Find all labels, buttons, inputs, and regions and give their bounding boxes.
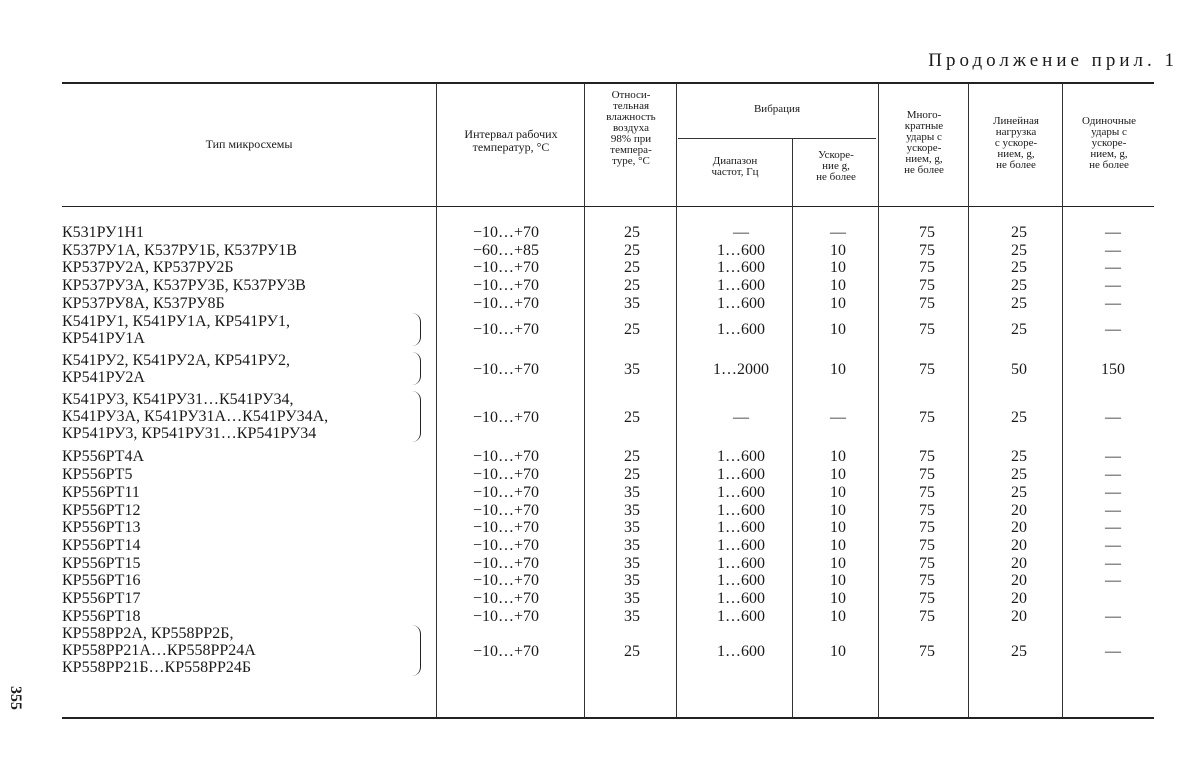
temperature-cell: −10…+70: [472, 294, 540, 312]
linear-load-cell: 25: [1011, 241, 1027, 259]
chip-type-cell: [62, 224, 144, 241]
temperature-cell: −10…+70: [472, 536, 540, 554]
single-shocks-cell: —: [1105, 224, 1121, 241]
acceleration-cell: 10: [830, 643, 846, 661]
frequency-cell: —: [733, 408, 749, 426]
header-chip-type: Тип микросхемы: [205, 137, 293, 151]
chip-type-line: К541РУ3А, К541РУ31А…К541РУ34А,: [62, 408, 329, 426]
temperature-cell: −10…+70: [472, 572, 540, 590]
chip-type-line: К541РУ2, К541РУ2А, КР541РУ2,: [62, 351, 290, 369]
acceleration-cell: 10: [830, 607, 846, 625]
acceleration-cell: 10: [830, 501, 846, 519]
humidity-cell: 35: [624, 554, 640, 572]
chip-type-line: К537РУ1А, К537РУ1Б, К537РУ1В: [62, 241, 297, 259]
linear-load-cell: 20: [1011, 590, 1027, 607]
header-multiple-shocks: Много- кратные удары с ускоре- нием, g, не более: [904, 109, 944, 176]
chip-type-cell: [62, 519, 140, 536]
temperature-cell: −10…+70: [472, 590, 540, 607]
frequency-cell: 1…600: [717, 536, 765, 554]
chip-type-cell: [62, 352, 290, 386]
single-shocks-cell: —: [1105, 643, 1121, 661]
single-shocks-cell: 150: [1101, 360, 1125, 378]
frequency-cell: 1…600: [717, 519, 765, 537]
table-row: [62, 277, 1154, 295]
humidity-cell: 35: [624, 294, 640, 312]
temperature-cell: −10…+70: [472, 448, 540, 466]
single-shocks-cell: —: [1105, 259, 1121, 277]
chip-type-line: КР556РТ11: [62, 483, 140, 501]
table-row: [62, 242, 1154, 260]
multiple-shocks-cell: 75: [919, 224, 935, 241]
linear-load-cell: 20: [1011, 554, 1027, 572]
chip-type-cell: [62, 625, 256, 676]
linear-load-cell: 25: [1011, 408, 1027, 426]
multiple-shocks-cell: 75: [919, 483, 935, 501]
frequency-cell: 1…600: [717, 321, 765, 339]
grouping-brace: [412, 313, 421, 346]
humidity-cell: 25: [624, 448, 640, 466]
single-shocks-cell: —: [1105, 294, 1121, 312]
humidity-cell: 25: [624, 321, 640, 339]
single-shocks-cell: —: [1105, 607, 1121, 625]
multiple-shocks-cell: 75: [919, 277, 935, 295]
multiple-shocks-cell: 75: [919, 554, 935, 572]
chip-type-line: КР558РР21Б…КР558РР24Б: [62, 659, 252, 677]
chip-type-cell: [62, 242, 297, 259]
acceleration-cell: 10: [830, 241, 846, 259]
frequency-cell: 1…600: [717, 590, 765, 607]
header-linear-load: Линейная нагрузка с ускоре- нием, g, не более: [993, 115, 1039, 171]
linear-load-cell: 25: [1011, 466, 1027, 484]
single-shocks-cell: —: [1105, 519, 1121, 537]
single-shocks-cell: —: [1105, 572, 1121, 590]
humidity-cell: 35: [624, 519, 640, 537]
linear-load-cell: 25: [1011, 448, 1027, 466]
linear-load-cell: 20: [1011, 572, 1027, 590]
chip-type-cell: [62, 484, 140, 501]
linear-load-cell: 20: [1011, 536, 1027, 554]
single-shocks-cell: —: [1105, 554, 1121, 572]
linear-load-cell: 25: [1011, 321, 1027, 339]
chip-type-line: КР556РТ5: [62, 466, 133, 484]
humidity-cell: 35: [624, 590, 640, 607]
multiple-shocks-cell: 75: [919, 501, 935, 519]
frequency-cell: 1…600: [717, 501, 765, 519]
chip-type-line: КР556РТ18: [62, 607, 141, 625]
chip-type-line: КР537РУ3А, К537РУ3Б, К537РУ3В: [62, 277, 306, 295]
acceleration-cell: 10: [830, 536, 846, 554]
table-row: [62, 259, 1154, 277]
acceleration-cell: 10: [830, 360, 846, 378]
table-row: [62, 466, 1154, 484]
table-row: [62, 555, 1154, 573]
acceleration-cell: 10: [830, 590, 846, 607]
frequency-cell: 1…600: [717, 277, 765, 295]
multiple-shocks-cell: 75: [919, 572, 935, 590]
chip-type-line: КР558РР21А…КР558РР24А: [62, 642, 256, 660]
humidity-cell: 25: [624, 224, 640, 241]
acceleration-cell: 10: [830, 321, 846, 339]
chip-type-cell: [62, 555, 140, 572]
acceleration-cell: 10: [830, 554, 846, 572]
chip-type-line: КР556РТ12: [62, 501, 141, 519]
chip-type-cell: [62, 448, 144, 465]
single-shocks-cell: —: [1105, 321, 1121, 339]
temperature-cell: −10…+70: [472, 643, 540, 661]
chip-type-line: КР556РТ13: [62, 519, 141, 537]
chip-type-line: КР556РТ15: [62, 554, 141, 572]
single-shocks-cell: —: [1105, 277, 1121, 295]
table-row: [62, 572, 1154, 590]
linear-load-cell: 20: [1011, 519, 1027, 537]
frequency-cell: 1…600: [717, 448, 765, 466]
table-row: [62, 448, 1154, 466]
table-row: [62, 590, 1154, 608]
chip-type-line: КР556РТ14: [62, 536, 141, 554]
table-row: [62, 608, 1154, 626]
header-humidity: Относи- тельная влажность воздуха 98% при темпера- туре, °С: [606, 89, 656, 167]
table-row: [62, 502, 1154, 520]
multiple-shocks-cell: 75: [919, 466, 935, 484]
header-freq-range: Диапазон частот, Гц: [711, 155, 759, 178]
temperature-cell: −10…+70: [472, 501, 540, 519]
frequency-cell: 1…600: [717, 572, 765, 590]
chip-type-cell: [62, 608, 140, 625]
single-shocks-cell: —: [1105, 483, 1121, 501]
table-row: [62, 313, 1154, 348]
humidity-cell: 35: [624, 360, 640, 378]
frequency-cell: 1…600: [717, 643, 765, 661]
multiple-shocks-cell: 75: [919, 321, 935, 339]
frequency-cell: 1…600: [717, 259, 765, 277]
frequency-cell: 1…600: [717, 554, 765, 572]
multiple-shocks-cell: 75: [919, 259, 935, 277]
humidity-cell: 25: [624, 408, 640, 426]
header-bottom-rule: [62, 206, 1154, 207]
table-row: [62, 295, 1154, 313]
single-shocks-cell: —: [1105, 536, 1121, 554]
humidity-cell: 35: [624, 483, 640, 501]
temperature-cell: −10…+70: [472, 519, 540, 537]
acceleration-cell: 10: [830, 448, 846, 466]
frequency-cell: —: [733, 224, 749, 241]
single-shocks-cell: —: [1105, 448, 1121, 466]
chip-type-line: КР556РТ17: [62, 590, 141, 607]
frequency-cell: 1…600: [717, 241, 765, 259]
table-row: [62, 391, 1154, 444]
acceleration-cell: —: [830, 408, 846, 426]
humidity-cell: 35: [624, 572, 640, 590]
linear-load-cell: 25: [1011, 643, 1027, 661]
single-shocks-cell: —: [1105, 408, 1121, 426]
single-shocks-cell: —: [1105, 241, 1121, 259]
table-row: [62, 625, 1154, 678]
multiple-shocks-cell: 75: [919, 607, 935, 625]
temperature-cell: −10…+70: [472, 483, 540, 501]
frequency-cell: 1…600: [717, 294, 765, 312]
table-row: [62, 537, 1154, 555]
chip-type-cell: [62, 295, 225, 312]
multiple-shocks-cell: 75: [919, 408, 935, 426]
multiple-shocks-cell: 75: [919, 448, 935, 466]
table-row: [62, 224, 1154, 242]
humidity-cell: 25: [624, 241, 640, 259]
humidity-cell: 25: [624, 643, 640, 661]
single-shocks-cell: —: [1105, 466, 1121, 484]
single-shocks-cell: —: [1105, 501, 1121, 519]
frequency-cell: 1…600: [717, 466, 765, 484]
table-row: [62, 484, 1154, 502]
chip-type-line: К541РУ1, К541РУ1А, КР541РУ1,: [62, 312, 290, 330]
grouping-brace: [412, 625, 421, 676]
linear-load-cell: 50: [1011, 360, 1027, 378]
acceleration-cell: 10: [830, 259, 846, 277]
multiple-shocks-cell: 75: [919, 294, 935, 312]
chip-type-cell: [62, 391, 328, 442]
acceleration-cell: 10: [830, 277, 846, 295]
chip-type-line: КР556РТ16: [62, 572, 141, 590]
multiple-shocks-cell: 75: [919, 643, 935, 661]
grouping-brace: [412, 391, 421, 442]
humidity-cell: 25: [624, 277, 640, 295]
temperature-cell: −10…+70: [472, 224, 540, 241]
acceleration-cell: 10: [830, 519, 846, 537]
table-bottom-rule: [62, 717, 1154, 719]
temperature-cell: −60…+85: [472, 241, 540, 259]
table-top-rule: [62, 82, 1154, 84]
linear-load-cell: 25: [1011, 224, 1027, 241]
humidity-cell: 25: [624, 466, 640, 484]
temperature-cell: −10…+70: [472, 277, 540, 295]
header-acceleration: Ускоре- ние g, не более: [816, 149, 856, 183]
acceleration-cell: 10: [830, 294, 846, 312]
page-number: 355: [7, 686, 24, 710]
frequency-cell: 1…600: [717, 607, 765, 625]
multiple-shocks-cell: 75: [919, 536, 935, 554]
chip-type-cell: [62, 537, 140, 554]
continuation-title: Продолжение прил. 1: [928, 50, 1178, 71]
temperature-cell: −10…+70: [472, 408, 540, 426]
chip-type-cell: [62, 313, 290, 347]
multiple-shocks-cell: 75: [919, 241, 935, 259]
header-single-shocks: Одиночные удары с ускоре- нием, g, не более: [1081, 115, 1137, 171]
multiple-shocks-cell: 75: [919, 360, 935, 378]
multiple-shocks-cell: 75: [919, 519, 935, 537]
frequency-cell: 1…600: [717, 483, 765, 501]
humidity-cell: 25: [624, 259, 640, 277]
grouping-brace: [412, 352, 421, 385]
linear-load-cell: 25: [1011, 294, 1027, 312]
chip-type-cell: [62, 466, 132, 483]
vibration-subheader-rule: [678, 138, 876, 139]
humidity-cell: 35: [624, 536, 640, 554]
header-vibration: Вибрация: [753, 103, 801, 115]
chip-type-line: КР541РУ3, КР541РУ31…КР541РУ34: [62, 425, 317, 443]
humidity-cell: 35: [624, 501, 640, 519]
chip-type-cell: [62, 590, 140, 607]
chip-type-line: КР541РУ2А: [62, 368, 145, 386]
temperature-cell: −10…+70: [472, 554, 540, 572]
chip-type-line: КР537РУ2А, КР537РУ2Б: [62, 259, 234, 277]
chip-type-line: К531РУ1Н1: [62, 224, 145, 241]
chip-type-line: КР541РУ1А: [62, 329, 145, 347]
chip-type-cell: [62, 572, 140, 589]
chip-type-line: К541РУ3, К541РУ31…К541РУ34,: [62, 391, 294, 409]
frequency-cell: 1…2000: [713, 360, 769, 378]
humidity-cell: 35: [624, 607, 640, 625]
chip-type-cell: [62, 259, 234, 276]
linear-load-cell: 25: [1011, 483, 1027, 501]
table-row: [62, 352, 1154, 387]
multiple-shocks-cell: 75: [919, 590, 935, 607]
temperature-cell: −10…+70: [472, 466, 540, 484]
temperature-cell: −10…+70: [472, 259, 540, 277]
acceleration-cell: 10: [830, 483, 846, 501]
temperature-cell: −10…+70: [472, 607, 540, 625]
temperature-cell: −10…+70: [472, 360, 540, 378]
linear-load-cell: 20: [1011, 607, 1027, 625]
linear-load-cell: 25: [1011, 259, 1027, 277]
linear-load-cell: 25: [1011, 277, 1027, 295]
linear-load-cell: 20: [1011, 501, 1027, 519]
table-row: [62, 519, 1154, 537]
acceleration-cell: 10: [830, 572, 846, 590]
chip-type-line: КР556РТ4А: [62, 448, 144, 466]
chip-type-cell: [62, 502, 140, 519]
temperature-cell: −10…+70: [472, 321, 540, 339]
chip-type-line: КР558РР2А, КР558РР2Б,: [62, 625, 234, 643]
chip-type-line: КР537РУ8А, К537РУ8Б: [62, 294, 225, 312]
header-temperature: Интервал рабочих температур, °С: [464, 127, 558, 154]
acceleration-cell: —: [830, 224, 846, 241]
acceleration-cell: 10: [830, 466, 846, 484]
chip-type-cell: [62, 277, 306, 294]
